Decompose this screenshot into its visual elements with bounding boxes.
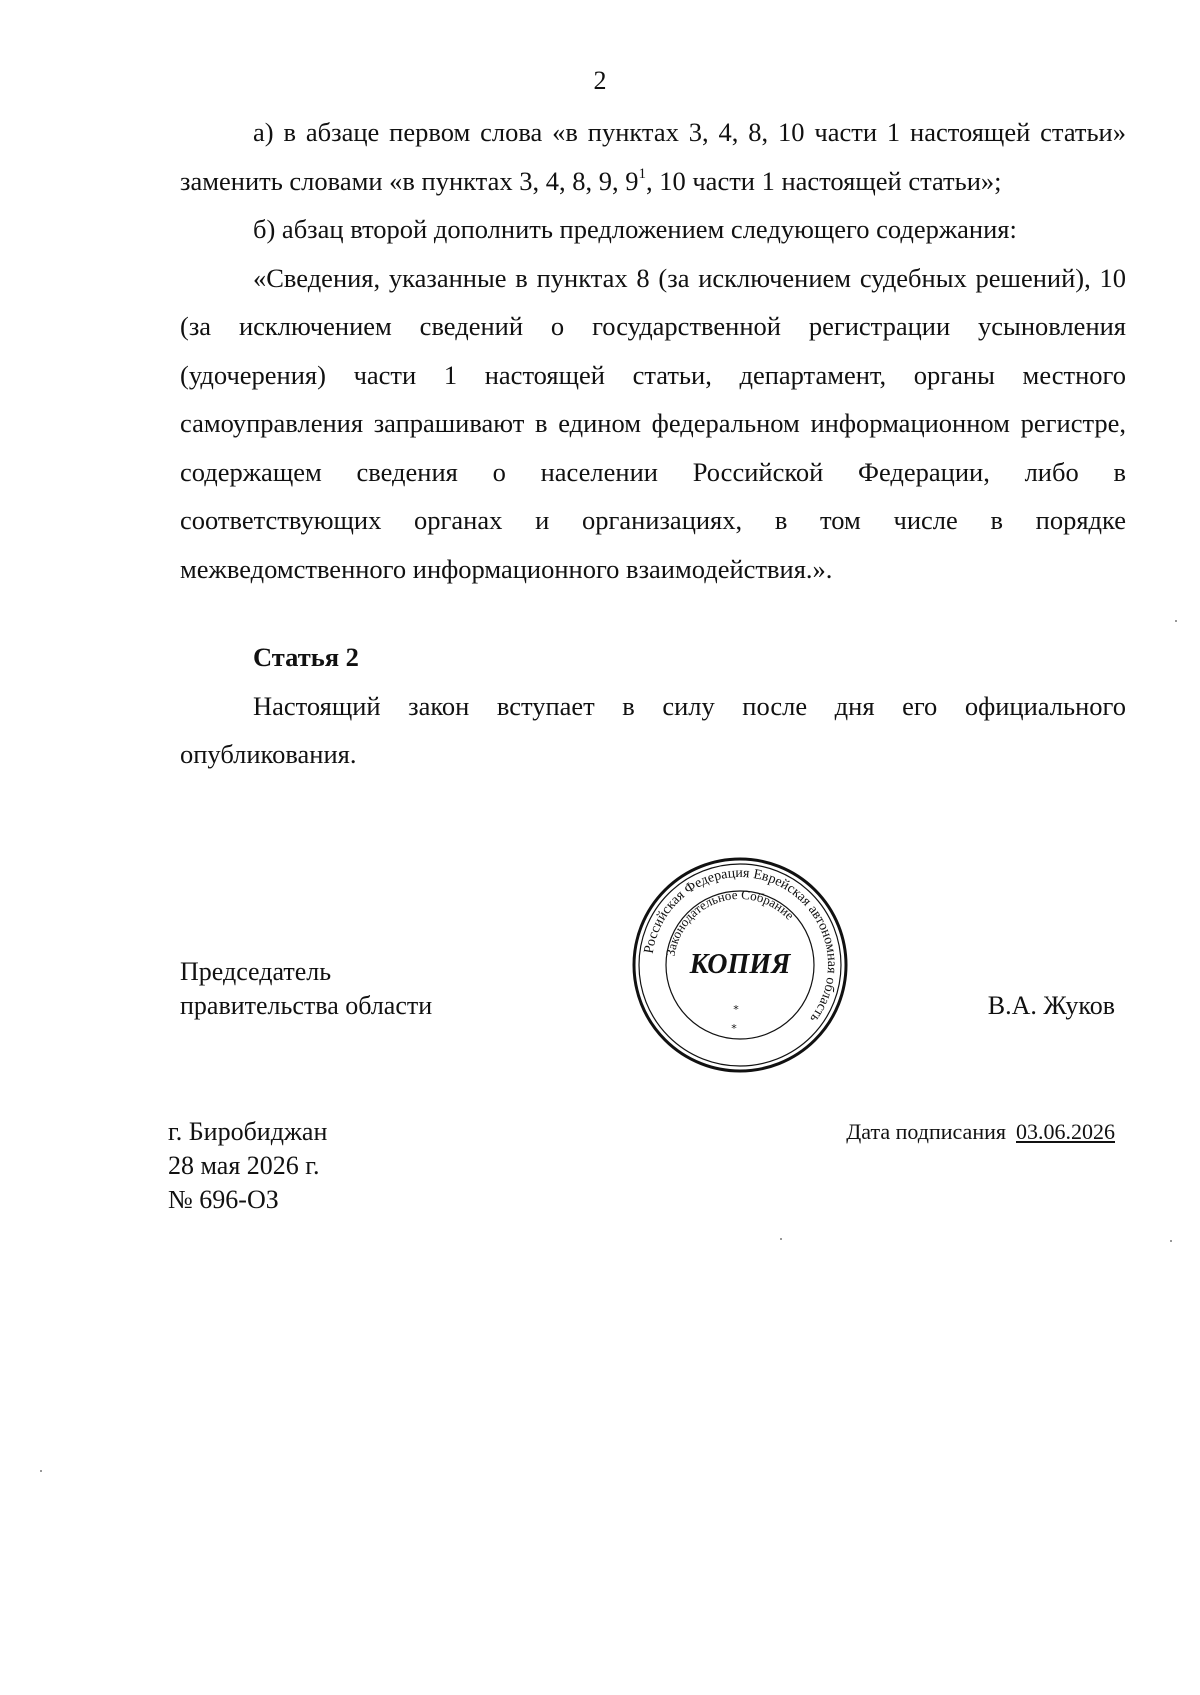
official-seal — [630, 855, 850, 1075]
seal-star-icon-2: * — [731, 1022, 737, 1035]
paragraph-a — [180, 108, 1126, 205]
scan-speck — [780, 1238, 782, 1240]
scan-speck — [40, 1470, 42, 1472]
paragraph-a-text: а) в абзаце первом слова «в пунктах 3, 4, 8, 10 части 1 настоящей статьи» заменить словами «в пунктах 3, 4, 8, 9, 9 — [180, 117, 1126, 196]
law-date: 28 мая 2026 г. — [168, 1151, 320, 1180]
scan-speck — [1175, 620, 1177, 622]
paragraph-a-tail: , 10 части 1 настоящей статьи»; — [645, 165, 1002, 196]
document-body — [180, 108, 1126, 779]
seal-center-text: КОПИЯ — [689, 949, 791, 980]
paragraph-b: б) абзац второй дополнить предложением следующего содержания: — [253, 214, 1017, 244]
place-date-block — [168, 1115, 327, 1217]
seal-inner-text: Законодательное Собрание — [662, 886, 798, 958]
seal-star-icon: * — [733, 1003, 739, 1016]
seal-outer-text: Российская Федерация Еврейская автономная область — [641, 865, 840, 1026]
city: г. Биробиджан — [168, 1117, 328, 1146]
signing-date — [846, 1115, 1115, 1149]
signing-date-label: Дата подписания — [846, 1119, 1006, 1144]
signer-name: В.А. Жуков — [987, 991, 1115, 1020]
signer-title-line1: Председатель — [180, 957, 332, 986]
law-number: № 696-ОЗ — [168, 1185, 279, 1214]
signer-title — [180, 955, 432, 1023]
superscript: 1 — [638, 165, 646, 182]
signing-date-value: 03.06.2026 — [1016, 1119, 1115, 1144]
article-text: Настоящий закон вступает в силу после дня его официального опубликования. — [180, 690, 1126, 769]
page-number: 2 — [593, 66, 607, 95]
signer-title-line2: правительства области — [180, 991, 433, 1020]
scan-speck — [1170, 1240, 1172, 1242]
quoted-paragraph: «Сведения, указанные в пунктах 8 (за исключением судебных решений), 10 (за исключением сведений о государственной регистрации усыновления (удочерения) части 1 настоящей статьи, департамент, органы местного самоуправления запрашивают в едином федеральном информационном регистре, содержащем сведения о населении Российской Федерации, либо в соответствующих органах и организациях, в том числе в порядке межведомственного информационного взаимодействия.». — [180, 262, 1126, 584]
article-heading: Статья 2 — [253, 642, 359, 672]
